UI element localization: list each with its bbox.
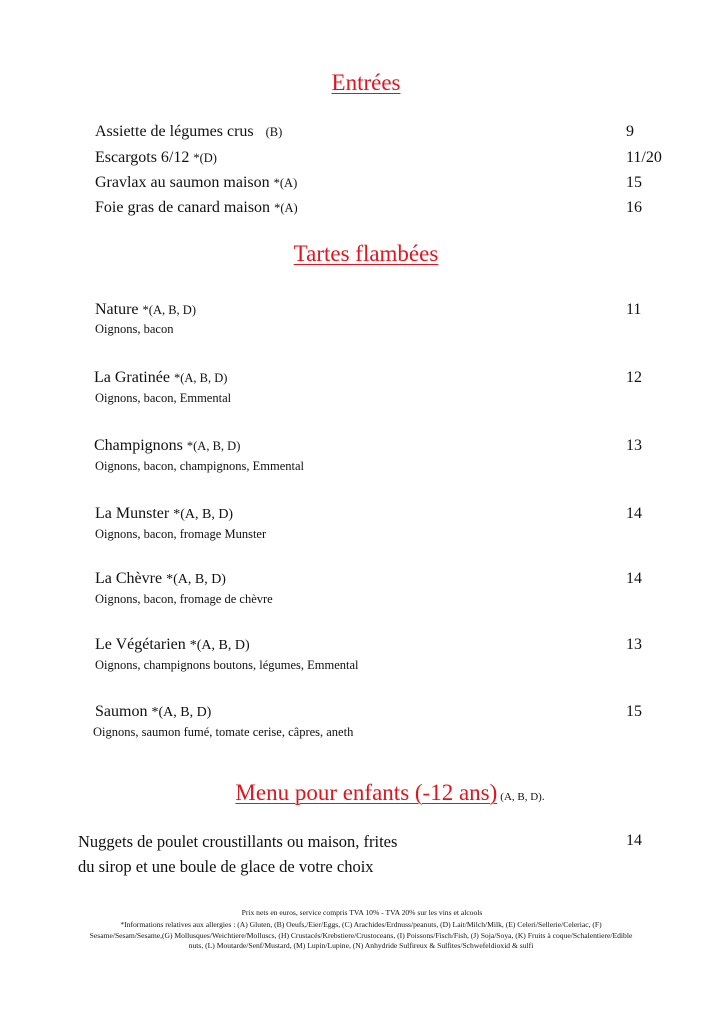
item-allergens: *(A, B, D)	[173, 371, 228, 385]
section-title-entrees: Entrées	[331, 70, 401, 95]
item-name: Saumon	[95, 703, 148, 720]
menu-item	[95, 703, 211, 721]
menu-item	[95, 174, 297, 192]
item-price: 16	[626, 199, 642, 216]
menu-item	[95, 123, 282, 141]
item-allergens: *(A, B, D)	[186, 439, 241, 453]
menu-item	[94, 369, 227, 387]
menu-item	[95, 199, 298, 217]
item-price: 12	[626, 369, 642, 386]
item-description: Oignons, bacon	[95, 322, 174, 336]
item-description: Oignons, bacon, fromage Munster	[95, 527, 267, 541]
section-title-tartes: Tartes flambées	[293, 241, 439, 266]
section-title-enfants: Menu pour enfants (-12 ans)	[235, 780, 498, 805]
item-allergens: (B)	[265, 125, 283, 139]
item-price: 15	[626, 174, 642, 191]
menu-item	[95, 570, 226, 588]
item-allergens: *(D)	[193, 151, 217, 165]
item-price: 13	[626, 636, 642, 653]
price-note: Prix nets en euros, service compris TVA 10% - TVA 20% sur les vins et alcools	[241, 908, 483, 917]
menu-item	[95, 149, 217, 167]
item-price: 14	[626, 832, 642, 849]
item-description: Oignons, saumon fumé, tomate cerise, câpres, aneth	[93, 725, 354, 739]
item-name: Nature	[95, 301, 139, 318]
item-name: Le Végétarien	[95, 636, 186, 653]
item-description: Oignons, bacon, champignons, Emmental	[95, 459, 304, 473]
item-description: Oignons, champignons boutons, légumes, Emmental	[95, 658, 359, 672]
item-name: La Chèvre	[95, 570, 163, 587]
item-allergens: *(A)	[274, 201, 298, 215]
item-name: Gravlax au saumon maison	[95, 174, 270, 191]
menu-item	[95, 636, 250, 654]
section-title-enfants-wrapper	[0, 780, 724, 806]
item-name: Champignons	[94, 437, 183, 454]
kids-menu-line-1: Nuggets de poulet croustillants ou maison, frites	[78, 832, 398, 851]
item-price: 14	[626, 570, 642, 587]
item-price: 15	[626, 703, 642, 720]
menu-item	[95, 505, 233, 523]
item-name: La Gratinée	[94, 369, 170, 386]
item-price: 14	[626, 505, 642, 522]
item-allergens: *(A, B, D)	[173, 507, 234, 522]
item-allergens: *(A)	[273, 176, 298, 190]
item-allergens: *(A, B, D)	[189, 638, 250, 653]
kids-menu-line-2: du sirop et une boule de glace de votre choix	[78, 857, 374, 876]
item-name: Escargots 6/12	[95, 149, 190, 166]
enfants-allergens: (A, B, D).	[500, 791, 545, 803]
item-name: Foie gras de canard maison	[95, 199, 271, 216]
item-price: 13	[626, 437, 642, 454]
item-allergens: *(A, B, D)	[142, 303, 196, 317]
item-name: La Munster	[95, 505, 170, 522]
menu-item	[95, 301, 196, 319]
item-allergens: *(A, B, D)	[151, 705, 212, 720]
item-description: Oignons, bacon, fromage de chèvre	[95, 592, 273, 606]
item-price: 11	[626, 301, 642, 318]
item-name: Assiette de légumes crus	[95, 123, 254, 140]
item-description: Oignons, bacon, Emmental	[95, 391, 232, 405]
item-price: 11/20	[626, 149, 662, 166]
item-price: 9	[626, 123, 634, 140]
allergy-info: *Informations relatives aux allergies : (A) Gluten, (B) Oeufs,/Eier/Eggs, (C) Arachides/Erdnuss/peanuts, (D) Lait/Milch/Milk, (E) Celeri/Sellerie/Celeriac, (F) Sesame/Sesam/Sesame,(G) Mollusques/Weichtiere/Molluscs, (H) Crustacés/Krebstiere/Crustoceans, (I) Poissons/Fisch/Fish, (J) Soja/Soya, (K) Fruits à coque/Schalentiere/Edible nuts, (L) Moutarde/Senf/Mustard, (M) Lupin/Lupine, (N) Anhydride Sulfireux & Sulfites/Schwefeldioxid & sulfi	[89, 920, 633, 951]
item-allergens: *(A, B, D)	[166, 572, 226, 587]
menu-item	[94, 437, 240, 455]
